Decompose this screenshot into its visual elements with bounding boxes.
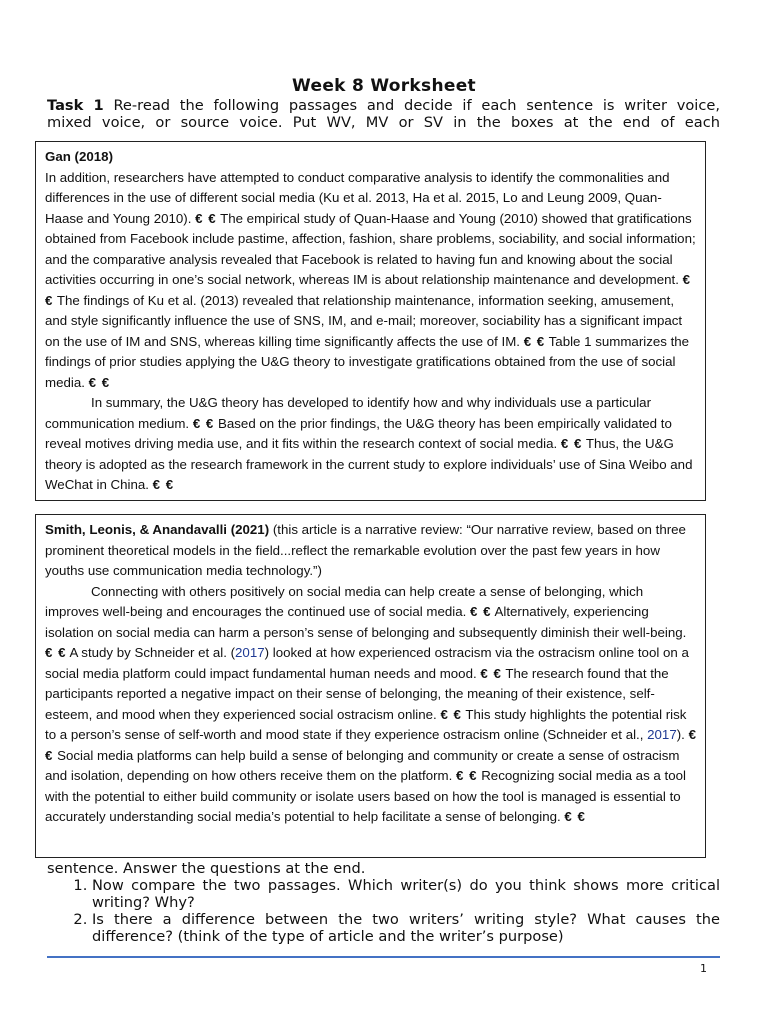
passage-1-heading: Gan (2018) <box>45 149 113 164</box>
answer-box[interactable]: € € <box>470 604 492 619</box>
citation-year-link[interactable]: 2017 <box>647 727 677 742</box>
answer-box[interactable]: € € <box>45 272 692 308</box>
question-list <box>47 877 720 945</box>
passage-1-sentence: The empirical study of Quan-Haase and Young (2010) showed that gratifications obtained from Facebook include pastime, affection, fashion, share problems, sociability, and social information; and the comparative analysis revealed that Facebook is related to having fun and knowing about the social activities occurring in one’s social network, whereas IM is about relationship maintenance and development. <box>45 210 696 287</box>
passage-1-sentence: Thus, the U&G theory is adopted as the research framework in the current study to explore individuals’ use of Sina Weibo and WeChat in China. <box>45 436 693 492</box>
answer-box[interactable]: € € <box>480 665 502 681</box>
passage-2-paragraph <box>45 582 697 828</box>
passage-smith-box <box>35 514 706 858</box>
answer-box[interactable]: € € <box>45 645 67 660</box>
passage-1-sentence: In addition, researchers have attempted to conduct comparative analysis to identify the commonalities and differences in the use of different social media (Ku et al. 2013, Ha et al. 2015, Lo and Leung 2009, Quan-Haase and Young 2010). <box>45 169 670 226</box>
answer-box[interactable]: € € <box>456 768 478 783</box>
passage-1-sentence: Table 1 summarizes the findings of prior studies applying the U&G theory to investigate gratifications obtained from the use of social media. <box>45 333 690 390</box>
question-1: 1. Now compare the two passages. Which writer(s) do you think shows more critical writing? Why? <box>92 877 720 911</box>
citation-year-link[interactable]: 2017 <box>235 645 265 660</box>
task-instructions <box>47 97 720 131</box>
answer-box[interactable]: € € <box>195 210 217 226</box>
passage-1-paragraph-2 <box>45 393 697 496</box>
task-line-1: Re-read the following passages and decide if each sentence is writer voice, <box>113 97 720 114</box>
task-line-2: mixed voice, or source voice. Put WV, MV or SV in the boxes at the end of each <box>47 114 720 131</box>
answer-box[interactable]: € € <box>560 436 583 451</box>
question-2: 2. Is there a difference between the two writers’ writing style? What causes the difference? (think of the type of article and the writer’s purpose) <box>92 911 720 945</box>
answer-box[interactable]: € € <box>45 727 697 763</box>
passage-2-sentence: ) looked at how experienced ostracism via the ostracism online tool on a social media platform could impact fundamental human needs and mood. <box>45 645 689 681</box>
answer-box[interactable]: € € <box>564 809 586 824</box>
passage-2-intro <box>45 520 697 582</box>
passage-2-sentence: Social media platforms can help build a sense of belonging and community or create a sense of ostracism and isolation, depending on how others receive them on the platform. <box>45 747 680 783</box>
passage-2-sentence: A study by Schneider et al. ( <box>69 645 236 660</box>
task-label: Task 1 <box>47 97 104 114</box>
passage-1-paragraph-1 <box>45 168 697 394</box>
answer-box[interactable]: € € <box>523 333 546 349</box>
passage-2-sentence: Connecting with others positively on social media can help create a sense of belonging, which improves well-being and encourages the continued use of social media. <box>45 583 644 619</box>
footer-divider <box>47 956 720 958</box>
passage-2-sentence: The research found that the participants reported a negative impact on their sense of belonging, the meaning of their existence, self- esteem, and mood when they experienced social ostracism online. <box>45 665 669 722</box>
passage-2-sentence: Alternatively, experiencing isolation on social media can harm a person’s sense of belonging and subsequently diminish their well-being. <box>45 604 687 640</box>
answer-box[interactable]: € € <box>440 706 462 722</box>
answer-box[interactable]: € € <box>88 374 111 390</box>
passage-1-sentence: In summary, the U&G theory has developed to identify how and why individuals use a particular communication medium. <box>45 395 651 431</box>
passage-2-heading: Smith, Leonis, & Anandavalli (2021) <box>45 522 270 537</box>
page-title: Week 8 Worksheet <box>292 76 476 96</box>
passage-1-sentence: Based on the prior findings, the U&G theory has been empirically validated to reveal motives driving media use, and it fits within the research context of social media. <box>45 415 672 451</box>
task-continuation <box>47 860 720 945</box>
passage-1-sentence: The findings of Ku et al. (2013) revealed that relationship maintenance, information seeking, amusement, and style significantly influence the use of SNS, IM, and e-mail; moreover, sociability has a significant impact on the use of IM and SNS, whereas killing time significantly affects the use of IM. <box>45 292 683 349</box>
answer-box[interactable]: € € <box>152 477 175 492</box>
passage-2-sentence: Recognizing social media as a tool with the potential to either build community or isolate users based on how the tool is managed is essential to accurately understanding social media’s potential to help facilitate a sense of belonging. <box>45 768 686 824</box>
passage-2-sentence: ). <box>676 727 685 742</box>
answer-box[interactable]: € € <box>192 415 215 431</box>
passage-2-note: (this article is a narrative review: “Our narrative review, based on three prominent theoretical models in the field...reflect the remarkable evolution over the past few years in how youths use communication media technology.”) <box>45 522 686 578</box>
page-number: 1 <box>700 962 707 975</box>
passage-gan-box <box>35 141 706 501</box>
task-line-3: sentence. Answer the questions at the end. <box>47 860 366 877</box>
passage-2-sentence: This study highlights the potential risk to a person’s sense of self-worth and mood state if they experience ostracism online (Schneider et al., <box>45 706 687 742</box>
